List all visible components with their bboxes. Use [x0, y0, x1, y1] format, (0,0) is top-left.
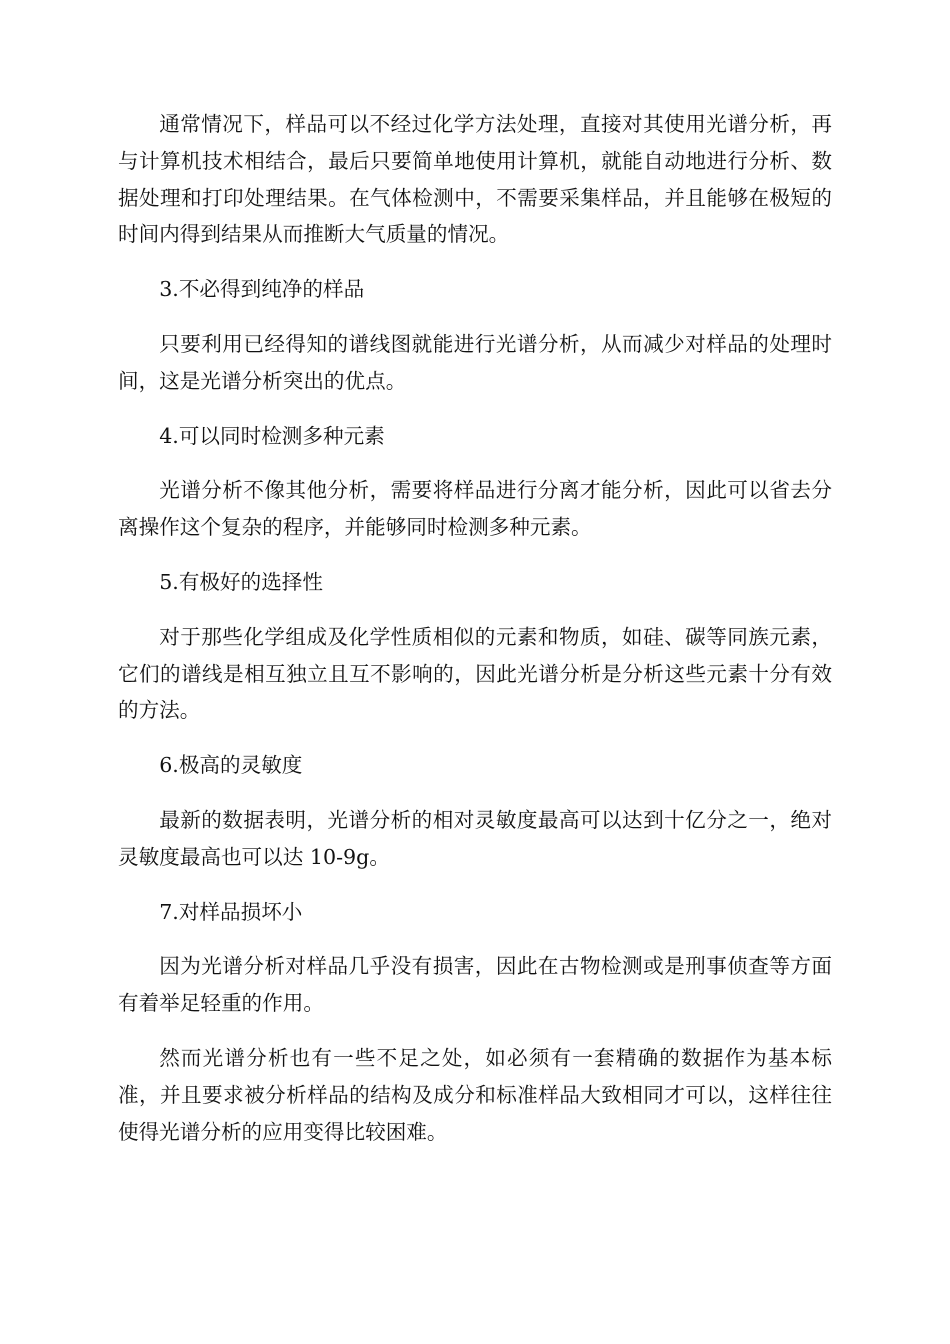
paragraph-limitations: 然而光谱分析也有一些不足之处，如必须有一套精确的数据作为基本标准，并且要求被分析样品的结构及成分和标准样品大致相同才可以，这样往往使得光谱分析的应用变得比较困难。: [118, 1045, 832, 1144]
paragraph-intro-continuation: 通常情况下，样品可以不经过化学方法处理，直接对其使用光谱分析，再与计算机技术相结合，最后只要简单地使用计算机，就能自动地进行分析、数据处理和打印处理结果。在气体检测中，不需要采集样品，并且能够在极短的时间内得到结果从而推断大气质量的情况。: [118, 112, 832, 247]
paragraph-multi-element: 光谱分析不像其他分析，需要将样品进行分离才能分析，因此可以省去分离操作这个复杂的程序，并能够同时检测多种元素。: [118, 478, 832, 540]
heading-multi-element-detection: 4.可以同时检测多种元素: [159, 423, 385, 448]
paragraph-selectivity: 对于那些化学组成及化学性质相似的元素和物质，如硅、碳等同族元素，它们的谱线是相互独立且互不影响的，因此光谱分析是分析这些元素十分有效的方法。: [118, 624, 832, 723]
paragraph-low-sample-damage: 因为光谱分析对样品几乎没有损害，因此在古物检测或是刑事侦查等方面有着举足轻重的作用。: [118, 954, 832, 1016]
heading-sensitivity: 6.极高的灵敏度: [159, 753, 303, 778]
paragraph-pure-sample: 只要利用已经得知的谱线图就能进行光谱分析，从而减少对样品的处理时间，这是光谱分析突出的优点。: [118, 331, 832, 393]
heading-pure-sample-not-required: 3.不必得到纯净的样品: [159, 277, 365, 302]
paragraph-sensitivity: 最新的数据表明，光谱分析的相对灵敏度最高可以达到十亿分之一，绝对灵敏度最高也可以达 10-9g。: [118, 807, 832, 869]
heading-low-sample-damage: 7.对样品损坏小: [159, 899, 303, 924]
heading-selectivity: 5.有极好的选择性: [159, 569, 323, 594]
